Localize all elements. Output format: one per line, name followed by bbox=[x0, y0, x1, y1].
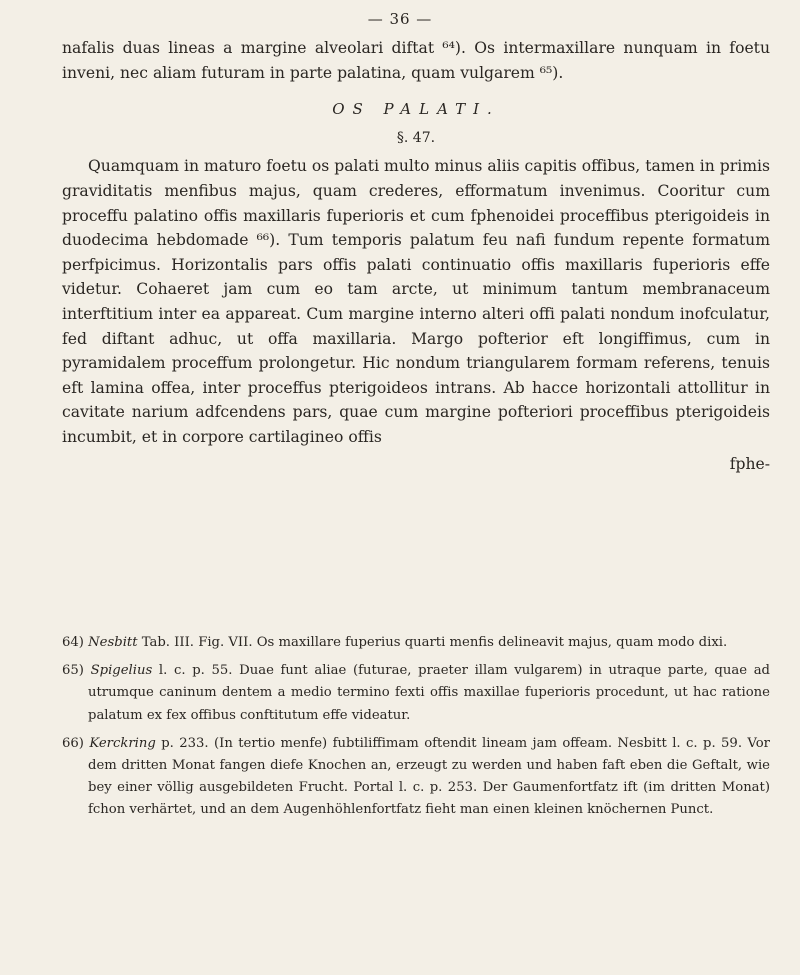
footnote-number: 66) bbox=[62, 735, 84, 751]
intro-paragraph: nafalis duas lineas a margine alveolari diftat ⁶⁴). Os intermaxillare nunquam in foetu inveni, nec aliam futuram in parte palatina, quam vulgarem ⁶⁵). bbox=[62, 39, 770, 82]
page-number: — 36 — bbox=[367, 10, 433, 28]
footnotes bbox=[62, 632, 770, 828]
section-title: OS PALATI. bbox=[332, 100, 500, 119]
footnote-text: l. c. p. 55. Duae funt aliae (futurae, praeter illam vulgarem) in utraque parte, quae ad utrumque caninum dentem a medio termino fexti offis maxillae fuperioris procedunt, ut hac ratione palatum ex fex offibus conftitutum effe videatur. bbox=[88, 663, 770, 723]
footnote-text: p. 233. (In tertio menfe) fubtiliffimam oftendit lineam jam offeam. Nesbitt l. c. p. 59. Vor dem dritten Monat fangen diefe Knochen an, erzeugt zu werden und haben faft eben die Geftalt, wie bey einer völlig ausgebildeten Frucht. Portal l. c. p. 253. Der Gaumenfortfatz ift (im dritten Monat) fchon verhärtet, und an dem Augenhöhlenfortfatz fieht man einen kleinen knöchernen Punct. bbox=[88, 735, 770, 818]
main-text bbox=[62, 36, 770, 476]
footnote-number: 65) bbox=[62, 663, 84, 679]
footnote-66 bbox=[62, 733, 770, 822]
footnote-number: 64) bbox=[62, 635, 84, 650]
footnote-64 bbox=[62, 632, 770, 654]
footnote-65 bbox=[62, 660, 770, 727]
footnote-author: Kerckring bbox=[89, 735, 156, 751]
footnote-author: Nesbitt bbox=[88, 635, 138, 650]
body-paragraph: Quamquam in maturo foetu os palati multo minus aliis capitis offibus, tamen in primis graviditatis menfibus majus, quam crederes, efformatum invenimus. Cooritur cum proceffu palatino offis maxillaris fuperioris et cum fphenoidei proceffibus pterigoideis in duodecima hebdomade ⁶⁶). Tum temporis palatum feu nafi fundum repente formatum perfpicimus. Horizontalis pars offis palati continuatio offis maxillaris fuperioris effe videtur. Cohaeret jam cum eo tam arcte, ut minimum tantum membranaceum interftitium inter ea appareat. Cum margine interno alteri offi palati nondum inofculatur, fed diftant adhuc, ut offa maxillaria. Margo pofterior eft longiffimus, cum in pyramidalem proceffum prolongetur. Hic nondum triangularem formam referens, tenuis eft lamina offea, inter proceffus pterigoideos intrans. Ab hacce horizontali attollitur in cavitate narium adfcendens pars, quae cum margine pofteriori proceffibus pterigoideis incumbit, et in corpore cartilagineo offis bbox=[62, 157, 770, 446]
section-number: §. 47. bbox=[396, 129, 436, 146]
footnote-text: Tab. III. Fig. VII. Os maxillare fuperius quarti menfis delineavit majus, quam modo dixi. bbox=[141, 635, 728, 650]
catchword: fphe- bbox=[729, 454, 770, 473]
footnote-author: Spigelius bbox=[90, 663, 153, 679]
